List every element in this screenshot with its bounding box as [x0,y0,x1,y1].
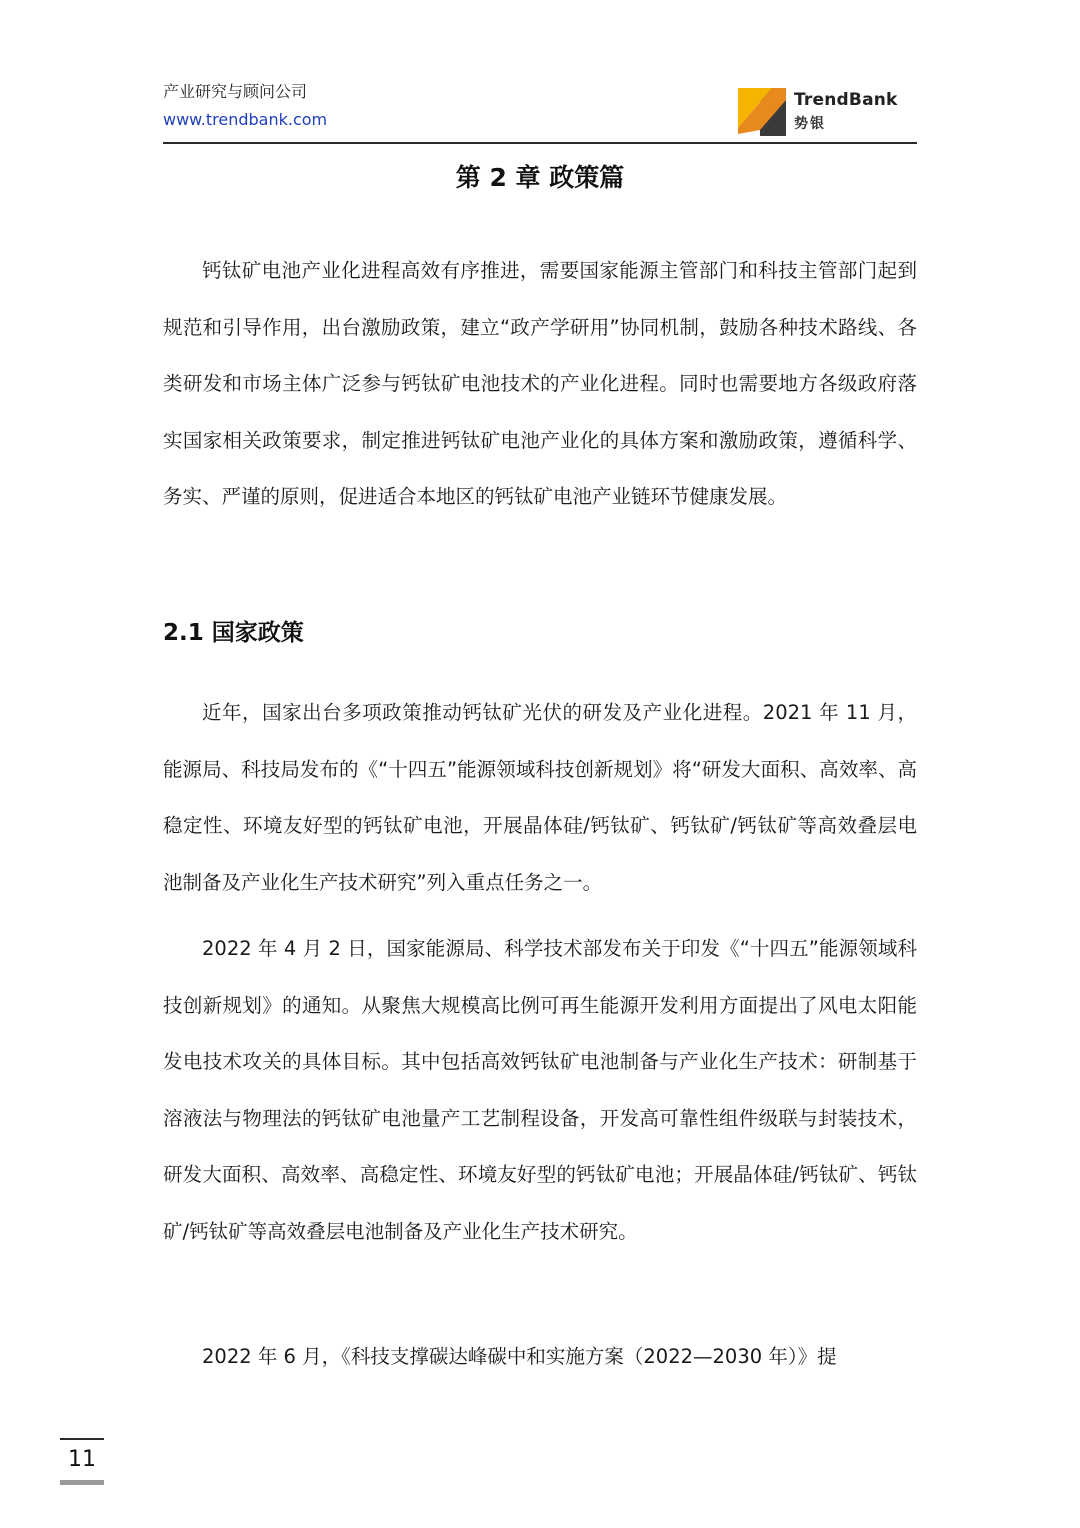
trendbank-logo [738,86,918,138]
policy-paragraph-2: 2022 年 4 月 2 日，国家能源局、科学技术部发布关于印发《“十四五”能源领域科技创新规划》的通知。从聚焦大规模高比例可再生能源开发利用方面提出了风电太阳能发电技术攻关的具体目标。其中包括高效钙钛矿电池制备与产业化生产技术：研制基于溶液法与物理法的钙钛矿电池量产工艺制程设备，开发高可靠性组件级联与封装技术，研发大面积、高效率、高稳定性、环境友好型的钙钛矿电池；开展晶体硅/钙钛矿、钙钛矿/钙钛矿等高效叠层电池制备及产业化生产技术研究。 [163,937,917,1243]
logo-mark-icon [738,86,786,136]
policy-paragraph-3: 2022 年 6 月，《科技支撑碳达峰碳中和实施方案（2022—2030 年）》提 [202,1345,837,1368]
header-divider [163,142,917,144]
website-link[interactable]: www.trendbank.com [163,110,328,129]
page-number-bottom-rule [60,1480,104,1485]
chapter-title: 第 2 章 政策篇 [455,163,625,192]
logo-text-en: TrendBank [794,90,898,110]
section-title: 2.1 国家政策 [163,620,304,646]
logo-text-cn: 势银 [794,116,826,132]
intro-paragraph: 钙钛矿电池产业化进程高效有序推进，需要国家能源主管部门和科技主管部门起到规范和引导作用，出台激励政策，建立“政产学研用”协同机制，鼓励各种技术路线、各类研发和市场主体广泛参与钙钛矿电池技术的产业化进程。同时也需要地方各级政府落实国家相关政策要求，制定推进钙钛矿电池产业化的具体方案和激励政策，遵循科学、务实、严谨的原则，促进适合本地区的钙钛矿电池产业链环节健康发展。 [163,259,917,509]
page-number [60,1438,104,1485]
page-number-text: 11 [68,1447,96,1472]
company-tagline: 产业研究与顾问公司 [163,82,308,101]
header-left [163,80,327,132]
policy-paragraph-1: 近年，国家出台多项政策推动钙钛矿光伏的研发及产业化进程。2021 年 11 月，能源局、科技局发布的《“十四五”能源领域科技创新规划》将“研发大面积、高效率、高稳定性、环境友好型的钙钛矿电池，开展晶体硅/钙钛矿、钙钛矿/钙钛矿等高效叠层电池制备及产业化生产技术研究”列入重点任务之一。 [163,701,917,894]
